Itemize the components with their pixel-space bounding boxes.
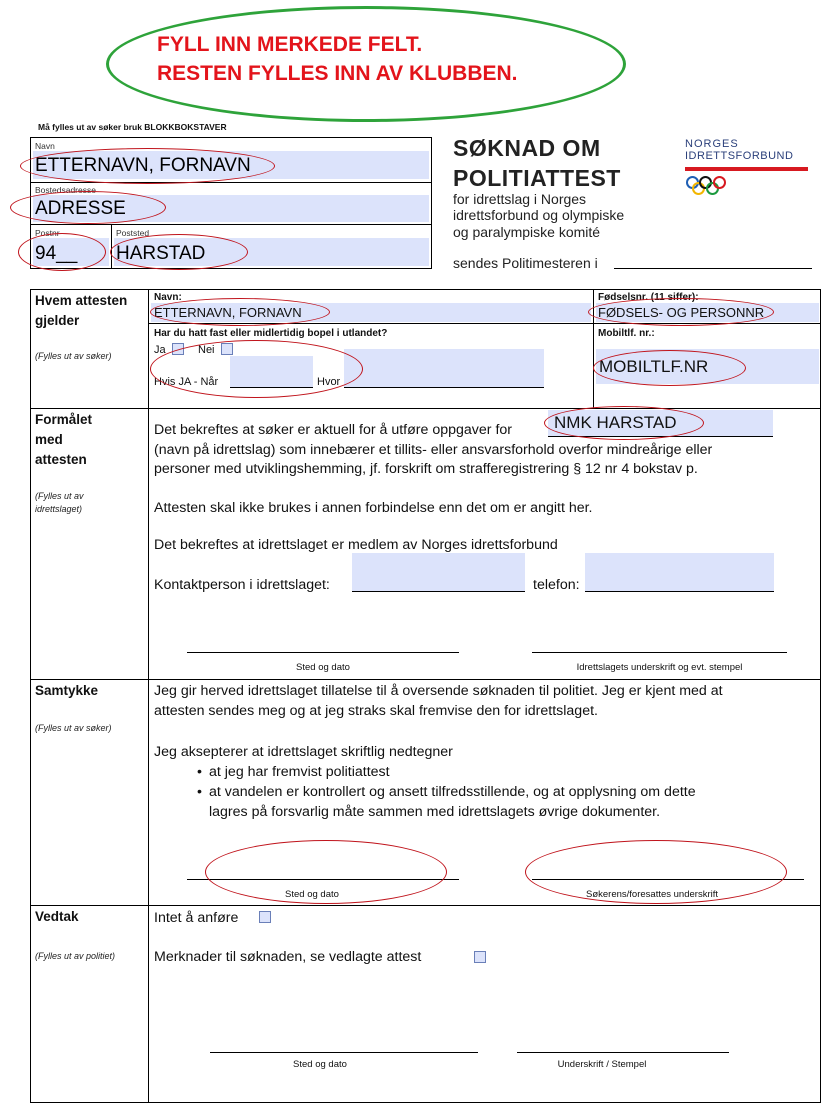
nei-label: Nei [198,344,215,356]
applicant-signature-caption: Søkerens/foresattes underskrift [586,889,718,900]
section3-note: (Fylles ut av søker) [35,723,112,733]
section4-note: (Fylles ut av politiet) [35,951,116,961]
s2-p3: Det bekreftes at idrettslaget er medlem av Norges idrettsforbund [154,537,558,553]
police-signature-line[interactable] [517,1052,729,1053]
mobile-label: Mobiltlf. nr.: [598,328,655,339]
s3-p2: Jeg aksepterer at idrettslaget skriftlig nedtegner [154,744,453,760]
police-signature-caption: Underskrift / Stempel [557,1059,647,1070]
s3-bullet-dot-1: • [197,764,202,780]
form-subtitle-1: for idrettslag i Norges [453,191,587,207]
birth-number-value: FØDSELS- OG PERSONNR [598,305,765,320]
vedtak-option-1: Intet å anføre [154,910,239,926]
form-title-line-2: POLITIATTEST [453,165,621,191]
postnr-value: 94__ [35,243,78,264]
s3-b2a: at vandelen er kontrollert og ansett tilfredsstillende, og at opplysning om dette [209,784,696,800]
s3-b1: at jeg har fremvist politiattest [209,764,390,780]
address-label: Bostedsadresse [35,185,96,195]
club-signature-line[interactable] [532,652,787,653]
contact-person-field[interactable] [352,553,525,591]
s2-p1c: personer med utviklingshemming, jf. forskrift om strafferegistrering § 12 nr 4 bokstav p. [154,461,698,477]
vedtak-checkbox-2[interactable] [474,951,486,963]
postnr-label: Postnr [35,228,60,238]
if-yes-label: Hvis JA - Når [154,376,219,388]
section1-title-2: gjelder [35,313,80,328]
abroad-question: Har du hatt fast eller midlertidig bopel i utlandet? [154,328,388,339]
block-letters-instruction: Må fylles ut av søker bruk BLOKKBOKSTAVER [38,122,227,132]
police-district-line[interactable] [614,268,812,269]
applicant-place-date-caption: Sted og dato [285,889,339,900]
olympic-rings-icon [686,176,738,200]
name-label: Navn [35,141,55,151]
club-name-value: NMK HARSTAD [554,413,677,432]
form-subtitle-2: idrettsforbund og olympiske [453,207,625,223]
sendes-label: sendes Politimesteren i [453,255,598,271]
poststed-label: Poststed [116,228,150,238]
phone-label: telefon: [533,577,580,593]
form-title-line-1: SØKNAD OM [453,135,601,161]
birth-number-label: Fødselsnr. (11 siffer): [598,292,699,303]
section2-note-1: (Fylles ut av [35,491,84,501]
section4-title: Vedtak [35,909,79,924]
s3-b2b: lagres på forsvarlig måte sammen med idrettslagets øvrige dokumenter. [209,804,661,820]
logo-text-1: NORGES [685,138,739,150]
section3-title: Samtykke [35,683,99,698]
section2-title-2: med [35,432,63,447]
banner-line-1: FYLL INN MERKEDE FELT. [157,33,423,56]
vedtak-checkbox-1[interactable] [259,911,271,923]
section2-note-2: idrettslaget) [35,504,83,514]
form-subtitle-3: og paralympiske komité [453,224,601,240]
section1-title-1: Hvem attesten [35,293,128,308]
s2-p1a: Det bekreftes at søker er aktuell for å utføre oppgaver for [154,422,512,438]
logo-bar [685,167,808,171]
section2-title-1: Formålet [35,412,93,427]
name-value: ETTERNAVN, FORNAVN [35,155,251,176]
s3-bullet-dot-2: • [197,784,202,800]
logo-text-2: IDRETTSFORBUND [685,150,794,162]
s1-name-value: ETTERNAVN, FORNAVN [154,305,302,320]
vedtak-option-2: Merknader til søknaden, se vedlagte attest [154,949,422,965]
s3-p1b: attesten sendes meg og at jeg straks skal fremvise den for idrettslaget. [154,703,598,719]
poststed-value: HARSTAD [116,243,206,264]
section1-note: (Fylles ut av søker) [35,351,112,361]
s2-p2: Attesten skal ikke brukes i annen forbindelse enn det om er angitt her. [154,500,593,516]
club-place-date-caption: Sted og dato [296,662,350,673]
where-field[interactable] [344,349,544,387]
s1-name-label: Navn: [154,292,182,303]
where-label: Hvor [317,376,341,388]
club-phone-field[interactable] [585,553,774,591]
address-value: ADRESSE [35,198,126,219]
banner-line-2: RESTEN FYLLES INN AV KLUBBEN. [157,62,518,85]
contact-person-label: Kontaktperson i idrettslaget: [154,577,330,593]
club-place-date-line[interactable] [187,652,459,653]
ja-label: Ja [154,344,166,356]
club-signature-caption: Idrettslagets underskrift og evt. stempel [576,662,743,673]
mobile-value: MOBILTLF.NR [599,357,709,376]
section2-title-3: attesten [35,452,87,467]
s3-p1a: Jeg gir herved idrettslaget tillatelse til å oversende søknaden til politiet. Jeg er kjent med at [154,683,723,699]
police-place-date-line[interactable] [210,1052,478,1053]
police-place-date-caption: Sted og dato [293,1059,347,1070]
s2-p1b: (navn på idrettslag) som innebærer et tillits- eller ansvarsforhold overfor mindreårige eller [154,442,713,458]
